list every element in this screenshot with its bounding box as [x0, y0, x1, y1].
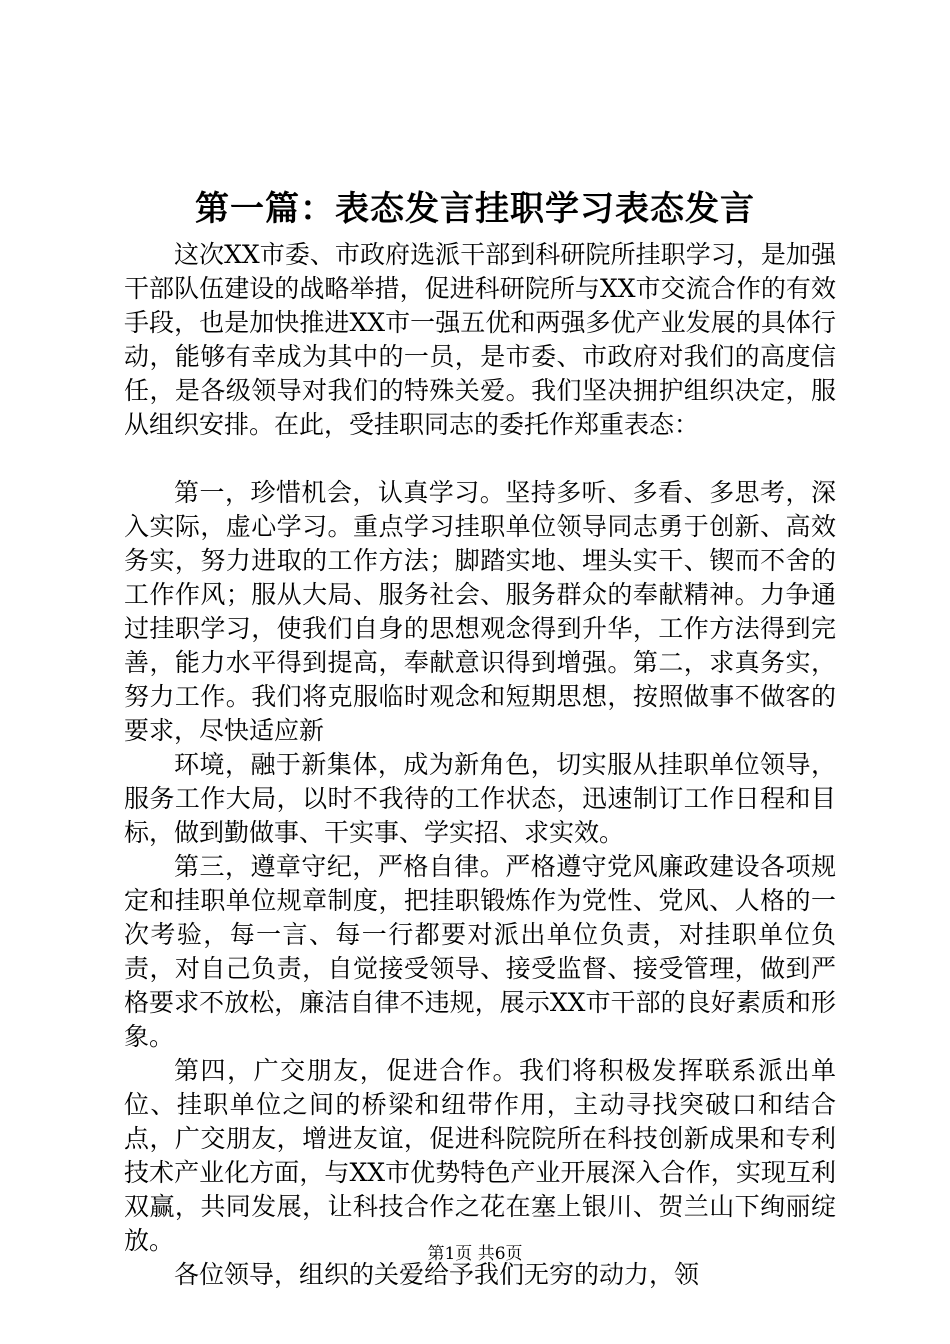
- paragraph-first-second: 第一，珍惜机会，认真学习。坚持多听、多看、多思考，深入实际，虚心学习。重点学习挂职单位领导同志勇于创新、高效务实，努力进取的工作方法；脚踏实地、埋头实干、锲而不舍的工作作风；服从大局、服务社会、服务群众的奉献精神。力争通过挂职学习，使我们自身的思想观念得到升华，工作方法得到完善，能力水平得到提高，奉献意识得到增强。第二，求真务实，努力工作。我们将克服临时观念和短期思想，按照做事不做客的要求，尽快适应新: [124, 478, 836, 745]
- paragraph-continuation: 环境，融于新集体，成为新角色，切实服从挂职单位领导，服务工作大局，以时不我待的工作状态，迅速制订工作日程和目标，做到勤做事、干实事、学实招、求实效。: [124, 750, 836, 847]
- paragraph-closing: 各位领导，组织的关爱给予我们无穷的动力，领: [174, 1260, 700, 1289]
- page-number-footer: 第1页 共6页: [427, 1244, 523, 1264]
- document-body: [124, 238, 836, 1292]
- paragraph-fourth: 第四，广交朋友，促进合作。我们将积极发挥联系派出单位、挂职单位之间的桥梁和纽带作用，主动寻找突破口和结合点，广交朋友，增进友谊，促进科院院所在科技创新成果和专利技术产业化方面，与XX市优势特色产业开展深入合作，实现互利双赢，共同发展，让科技合作之花在塞上银川、贺兰山下绚丽绽放。: [124, 1056, 836, 1255]
- paragraph-third: 第三，遵章守纪，严格自律。严格遵守党风廉政建设各项规定和挂职单位规章制度，把挂职锻炼作为党性、党风、人格的一次考验，每一言、每一行都要对派出单位负责，对挂职单位负责，对自己负责，自觉接受领导、接受监督、接受管理，做到严格要求不放松，廉洁自律不违规，展示XX市干部的良好素质和形象。: [124, 852, 836, 1051]
- document-title: 第一篇：表态发言挂职学习表态发言: [195, 189, 755, 229]
- paragraph-intro: 这次XX市委、市政府选派干部到科研院所挂职学习，是加强干部队伍建设的战略举措，促进科研院所与XX市交流合作的有效手段，也是加快推进XX市一强五优和两强多优产业发展的具体行动，能够有幸成为其中的一员，是市委、市政府对我们的高度信任，是各级领导对我们的特殊关爱。我们坚决拥护组织决定，服从组织安排。在此，受挂职同志的委托作郑重表态：: [124, 240, 836, 439]
